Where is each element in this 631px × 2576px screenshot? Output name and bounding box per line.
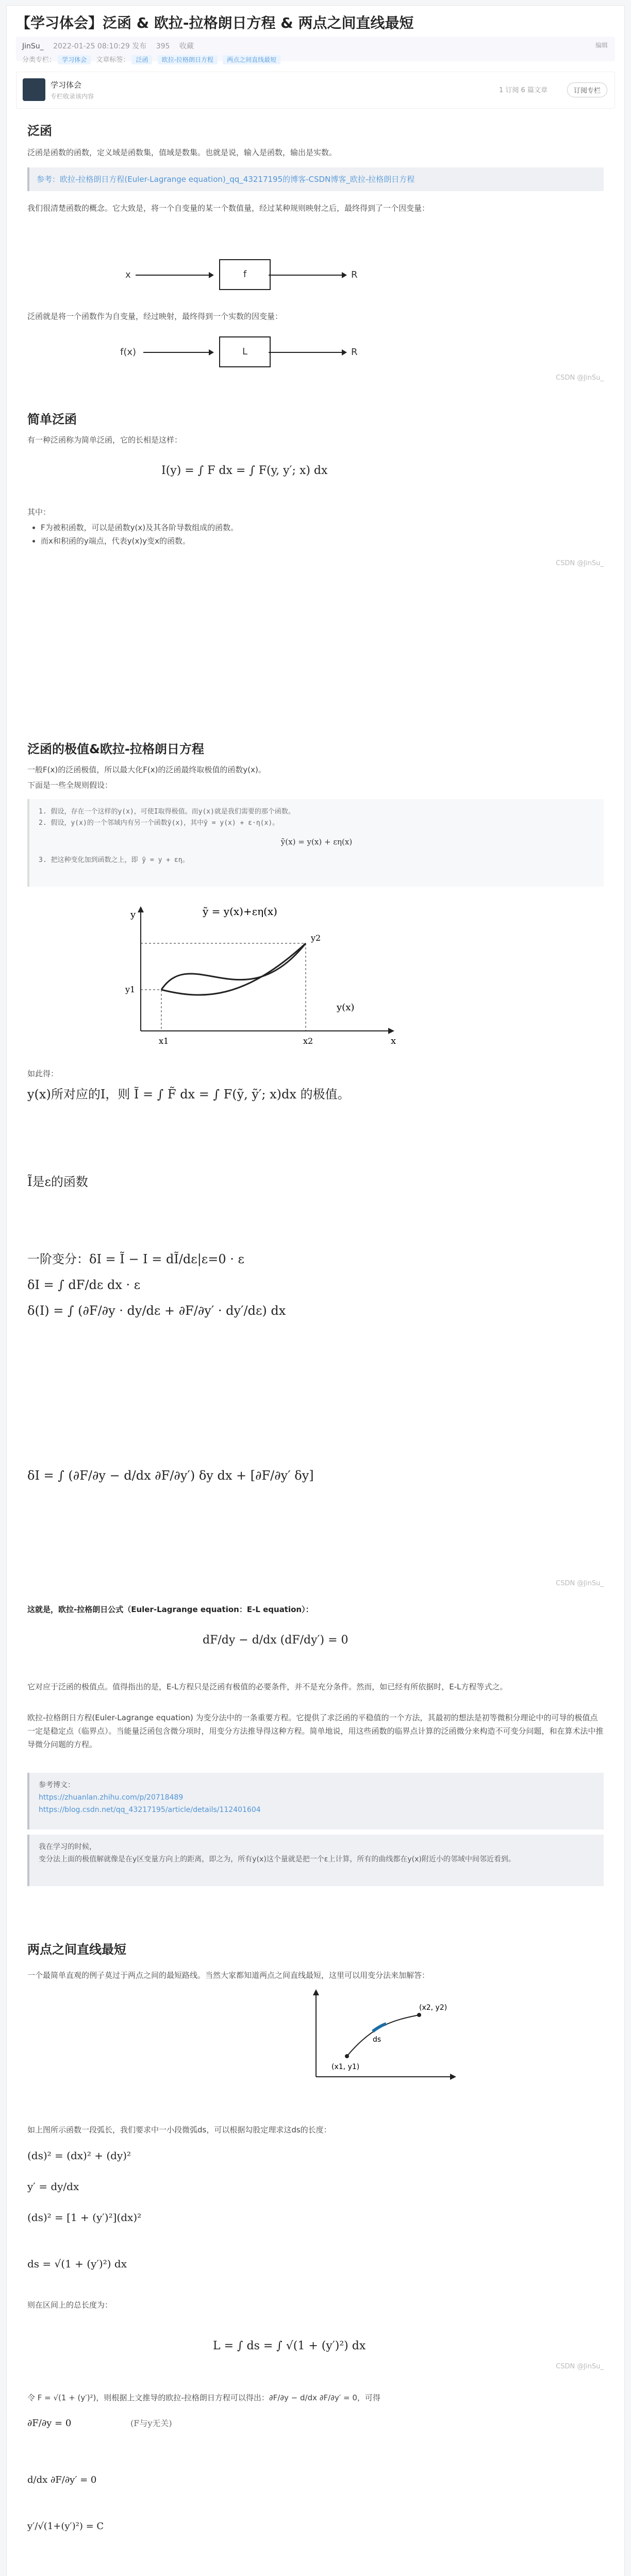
paragraph: 如此得： xyxy=(27,1069,59,1078)
step-note: (F与y无关) xyxy=(130,2418,172,2428)
assumption-block xyxy=(27,799,604,887)
derivation-line: δI = ∫ dF/dε dx · ε xyxy=(27,1278,141,1292)
equation-line: ds = √(1 + (y′)²) dx xyxy=(27,2258,127,2270)
paragraph: 其中： xyxy=(27,507,51,517)
assumption-item: 1. 假设，存在一个这样的y(x)，可使I取得极值。而y(x)就是我们需要的那个函数。 xyxy=(39,808,295,816)
functional-box: L xyxy=(219,336,271,367)
column-subtitle: 专栏收录该内容 xyxy=(51,93,94,100)
equation-line: (ds)² = [1 + (y′)²](dx)² xyxy=(27,2211,142,2224)
curve-y xyxy=(161,943,306,995)
derivation-line: Ĩ是ε的函数 xyxy=(27,1175,88,1189)
diagram-output-label: R xyxy=(351,269,358,280)
curve-y-tilde xyxy=(161,943,306,990)
diagram-input-label: x xyxy=(125,269,131,280)
tag-3[interactable]: 两点之间直线最短 xyxy=(223,55,280,64)
section-title-functional: 泛函 xyxy=(27,124,52,138)
edit-button[interactable]: 编辑 xyxy=(595,42,608,49)
point-end xyxy=(417,2013,421,2017)
step-line: d/dx ∂F/∂y′ = 0 xyxy=(27,2475,97,2485)
title-bar xyxy=(7,6,624,65)
article-content xyxy=(27,124,604,2576)
watermark: CSDN @JinSu_ xyxy=(556,374,604,382)
equation-line: y′ = dy/dx xyxy=(27,2180,79,2193)
variation-graph xyxy=(110,902,398,1052)
article-page xyxy=(6,5,625,2576)
category-tag[interactable]: 学习体会 xyxy=(58,55,91,64)
arrow-icon xyxy=(269,275,346,276)
paragraph: 它对应于泛函的极值点。值得指出的是，E-L方程只是泛函有极值的必要条件，并不是充分条件。然而，如已经有所依据时，E-L方程等式之。 xyxy=(27,1682,508,1691)
paragraph: 下面是一些全规则假设： xyxy=(27,781,113,790)
function-box: f xyxy=(219,259,271,290)
graph-label-x1: x1 xyxy=(159,1036,169,1046)
category-label: 分类专栏： xyxy=(22,56,56,64)
graph-label-x2: x2 xyxy=(303,1036,313,1046)
note-text: 变分法上面的极值解就像是在y区变量方向上的距离，即之为，所有y(x)这个量就是把一个ε上计算，所有的曲线都在y(x)附近小的邻域中间邻近看到。 xyxy=(39,1855,516,1863)
tags-label: 文章标签： xyxy=(96,56,130,64)
paragraph: 泛函是函数的函数，定义域是函数集，值域是数集。也就是说，输入是函数，输出是实数。 xyxy=(27,148,337,157)
bullet-list xyxy=(27,521,238,548)
paragraph: 则在区间上的总长度为： xyxy=(27,2300,113,2310)
graph-label-y: y xyxy=(130,909,136,920)
paragraph: 我们很清楚函数的概念。它大致是，将一个自变量的某一个数值量，经过某种规则映射之后，最终得到了一个因变量： xyxy=(27,204,430,213)
graph-label-x: x xyxy=(391,1036,396,1046)
reference-title: 参考博文： xyxy=(39,1781,75,1789)
reference-quote xyxy=(27,167,604,191)
arrow-icon xyxy=(136,275,213,276)
author-link[interactable]: JinSu_ xyxy=(22,42,44,50)
paragraph: 有一种泛函称为简单泛函，它的长相是这样： xyxy=(27,435,182,445)
curve xyxy=(347,2015,419,2056)
arc-length-diagram xyxy=(295,1989,460,2092)
graph-label-yx: y(x) xyxy=(337,1002,355,1013)
column-card[interactable] xyxy=(16,72,615,109)
reference-link[interactable]: https://blog.csdn.net/qq_43217195/article/details/112401604 xyxy=(39,1806,261,1814)
list-item: • 而x和积函的y端点，代表y(x)y变x的函数。 xyxy=(41,534,238,548)
paragraph: 一个最简单直观的例子莫过于两点之间的最短路线。当然大家都知道两点之间直线最短，这里可以用变分法来加解答： xyxy=(27,1971,430,1980)
note-title: 我在学习的时候， xyxy=(39,1843,96,1851)
column-title[interactable]: 学习体会 xyxy=(51,80,82,90)
arrow-icon xyxy=(388,1028,394,1034)
step-line: y′/√(1+(y′)²) = C xyxy=(27,2521,104,2532)
tag-2[interactable]: 欧拉-拉格朗日方程 xyxy=(158,55,218,64)
article-title: 【学习体会】泛函 & 欧拉-拉格朗日方程 & 两点之间直线最短 xyxy=(16,14,414,31)
arrow-icon xyxy=(269,352,346,353)
article-meta xyxy=(16,37,615,64)
watermark: CSDN @JinSu_ xyxy=(556,560,604,567)
reference-link[interactable]: https://zhuanlan.zhihu.com/p/20718489 xyxy=(39,1793,184,1802)
view-count: 395 xyxy=(156,42,170,50)
formula-simple-functional: I(y) = ∫ F dx = ∫ F(y, y′; x) dx xyxy=(161,464,328,477)
point-label-start: (x1, y1) xyxy=(331,2063,360,2071)
paragraph: 令 F = √(1 + (y′)²)，则根据上文推导的欧拉-拉格朗日方程可以得出：∂F/∂y − d/dx ∂F/∂y′ = 0，可得 xyxy=(27,2393,380,2402)
graph-label-y2: y2 xyxy=(311,933,321,943)
arrow-icon xyxy=(138,906,144,912)
subscribe-column-button[interactable]: 订阅专栏 xyxy=(567,82,607,97)
section-title-euler-lagrange: 泛函的极值&欧拉-拉格朗日方程 xyxy=(27,742,204,756)
derivation-line: y(x)所对应的I，则 Ĩ = ∫ F̃ dx = ∫ F(ỹ, ỹ′; x)dx 的极值。 xyxy=(27,1087,350,1101)
assumption-item: 2. 假设，y(x)的一个邻域内有另一个函数ỹ(x)，其中ỹ = y(x) + ε·η(x)。 xyxy=(39,819,279,827)
graph-label-tilde: ỹ = y(x)+εη(x) xyxy=(203,905,277,918)
list-item: • F为被积函数，可以是函数y(x)及其各阶导数组成的函数。 xyxy=(41,521,238,534)
ds-segment xyxy=(373,2024,386,2031)
reference-link[interactable]: 参考：欧拉-拉格朗日方程(Euler-Lagrange equation)_qq_43217195的博客-CSDN博客_欧拉-拉格朗日方程 xyxy=(37,175,415,184)
column-stats: 1 订阅 6 篇文章 xyxy=(499,87,547,94)
paragraph: 如上图所示函数一段弧长，我们要求中一小段微弧ds，可以根据勾股定理求这ds的长度： xyxy=(27,2125,331,2134)
derivation-line: δ(I) = ∫ (∂F/∂y · dy/dε + ∂F/∂y′ · dy′/dε) dx xyxy=(27,1303,286,1318)
arrow-icon xyxy=(313,1989,319,1995)
watermark: CSDN @JinSu_ xyxy=(556,2363,604,2370)
equation-line: (ds)² = (dx)² + (dy)² xyxy=(27,2149,131,2162)
derivation-line: δI = ∫ (∂F/∂y − d/dx ∂F/∂y′) δy dx + [∂F/∂y′ δy] xyxy=(27,1468,314,1483)
reference-box xyxy=(27,1773,604,1829)
point-label-end: (x2, y2) xyxy=(419,2004,447,2012)
paragraph: 一般F(x)的泛函极值，所以最大化F(x)的泛函最终取极值的函数y(x)。 xyxy=(27,765,266,774)
assumption-item: 3. 把这种变化加到函数之上，即 ỹ = y + εη。 xyxy=(39,856,189,864)
step-line: ∂F/∂y = 0 xyxy=(27,2418,72,2429)
diagram-input-label: f(x) xyxy=(120,347,137,358)
euler-lagrange-equation: dF/dy − d/dx (dF/dy′) = 0 xyxy=(203,1634,348,1647)
paragraph: 欧拉-拉格朗日方程(Euler-Lagrange equation) 为变分法中的一条重要方程。它提供了求泛函的平稳值的一个方法，其最初的想法是初等微积分理论中的可导的极值点一定是稳定点（临界点）。当能量泛函包含微分项时，用变分方法推导得这种方程。简单地说，用这些函数的临界点计算的泛函微分来构造不可变分问题，和在算术法中推导微分问题的方程。 xyxy=(27,1713,604,1749)
section-title-shortest-line: 两点之间直线最短 xyxy=(27,1942,126,1957)
collect-button[interactable]: 收藏 xyxy=(179,42,194,50)
paragraph: 泛函就是将一个函数作为自变量，经过映射，最终得到一个实数的因变量： xyxy=(27,312,283,321)
conclusion-line: 这就是，欧拉-拉格朗日公式（Euler-Lagrange equation：E-L equation）： xyxy=(27,1605,313,1614)
publish-date: 2022-01-25 08:10:29 发布 xyxy=(53,42,147,50)
point-start xyxy=(345,2054,349,2058)
ds-label: ds xyxy=(373,2036,381,2044)
note-box xyxy=(27,1835,604,1886)
assumption-equation: ỹ(x) = y(x) + εη(x) xyxy=(280,837,353,846)
derivation-line: 一阶变分：δI = Ĩ − I = dĨ/dε|ε=0 · ε xyxy=(27,1252,244,1266)
tag-1[interactable]: 泛函 xyxy=(131,55,152,64)
diagram-output-label: R xyxy=(351,347,358,358)
arrow-icon xyxy=(143,352,213,353)
arrow-icon xyxy=(450,2074,456,2080)
column-thumbnail xyxy=(23,78,45,101)
length-integral: L = ∫ ds = ∫ √(1 + (y′)²) dx xyxy=(213,2340,366,2352)
section-title-simple-functional: 简单泛函 xyxy=(27,412,77,427)
graph-label-y1: y1 xyxy=(125,985,136,994)
watermark: CSDN @JinSu_ xyxy=(556,1580,604,1587)
